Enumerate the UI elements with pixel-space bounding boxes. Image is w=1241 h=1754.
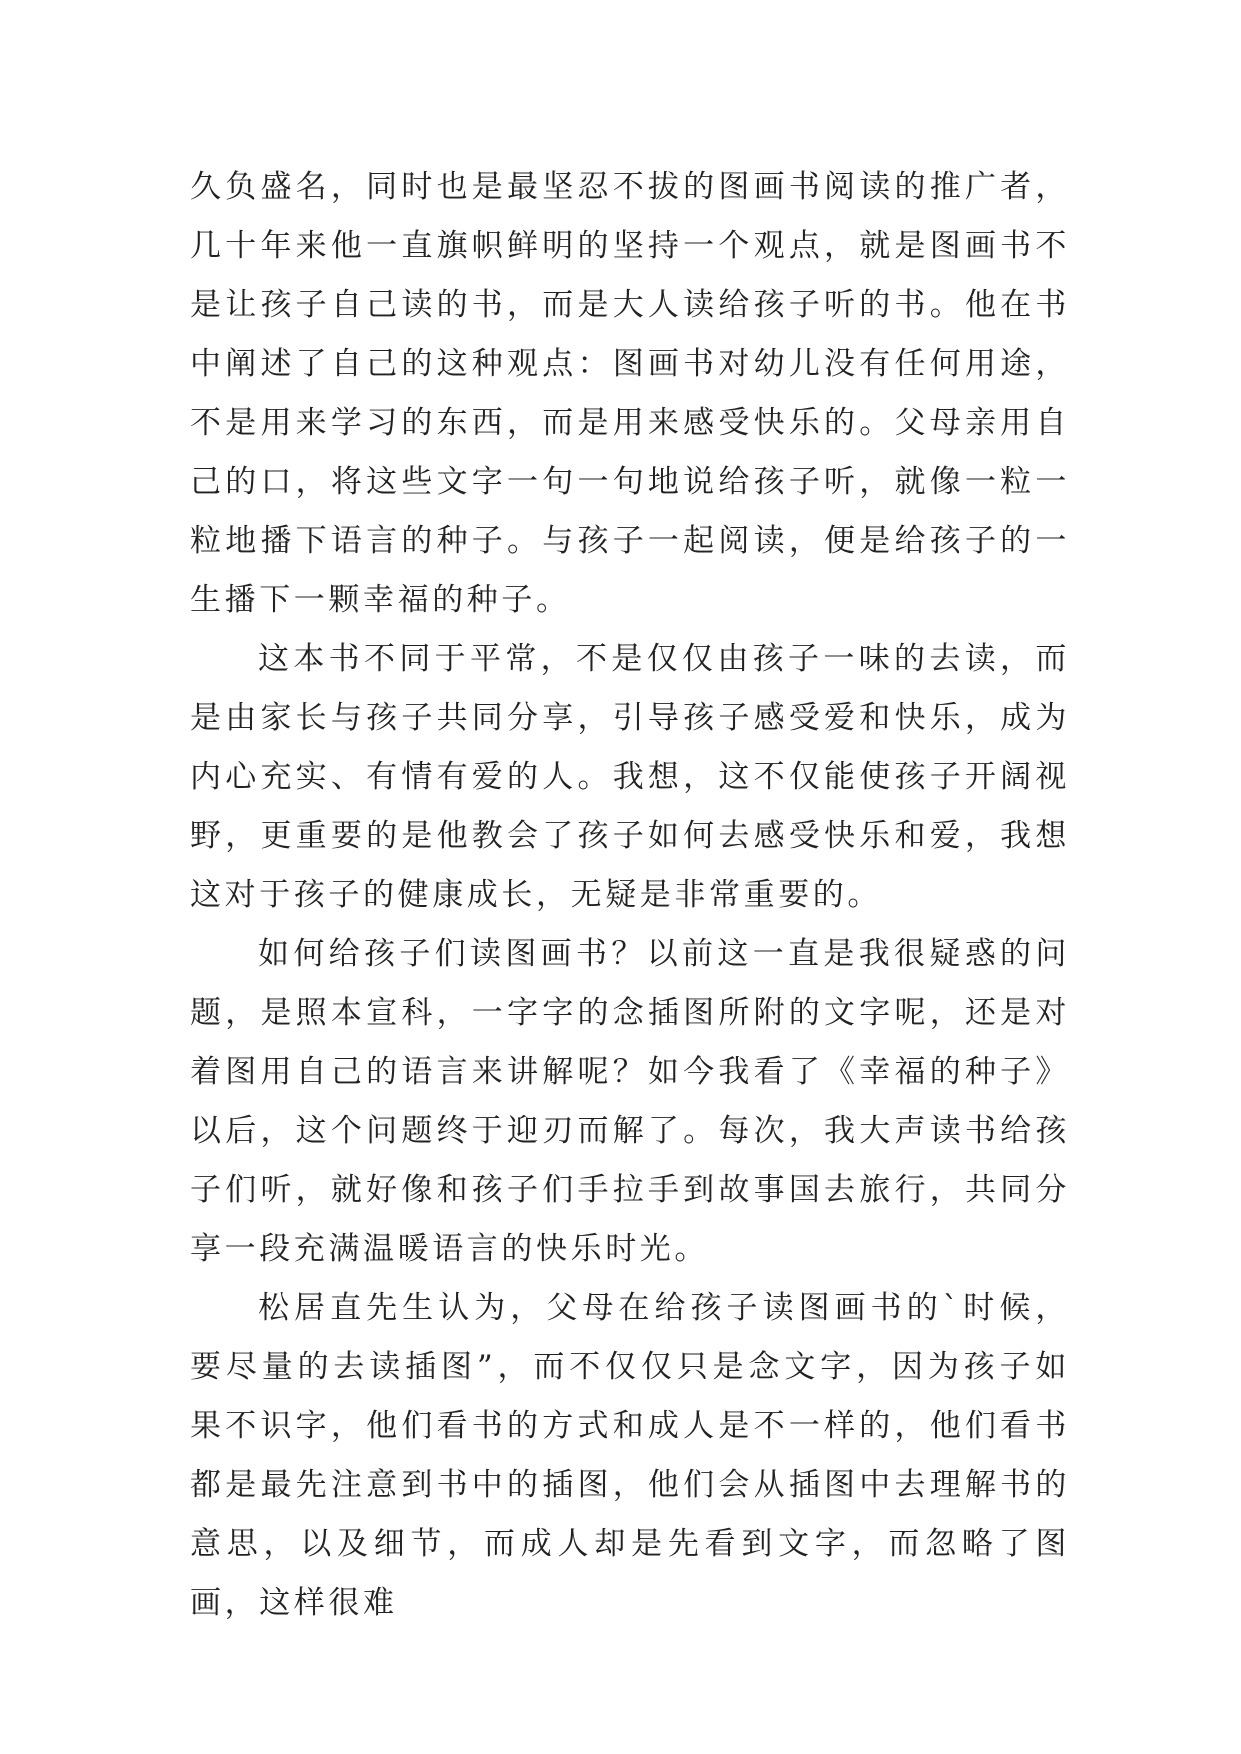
document-body — [190, 158, 1070, 1633]
paragraph-3: 如何给孩子们读图画书？以前这一直是我很疑惑的问题，是照本宣科，一字字的念插图所附的文字呢，还是对着图用自己的语言来讲解呢？如今我看了《幸福的种子》以后，这个问题终于迎刃而解了。每次，我大声读书给孩子们听，就好像和孩子们手拉手到故事国去旅行，共同分享一段充满温暖语言的快乐时光。 — [190, 936, 1070, 1267]
paragraph-2: 这本书不同于平常，不是仅仅由孩子一味的去读，而是由家长与孩子共同分享，引导孩子感受爱和快乐，成为内心充实、有情有爱的人。我想，这不仅能使孩子开阔视野，更重要的是他教会了孩子如何去感受快乐和爱，我想这对于孩子的健康成长，无疑是非常重要的。 — [190, 641, 1070, 913]
paragraph-1: 久负盛名，同时也是最坚忍不拔的图画书阅读的推广者，几十年来他一直旗帜鲜明的坚持一个观点，就是图画书不是让孩子自己读的书，而是大人读给孩子听的书。他在书中阐述了自己的这种观点：图画书对幼儿没有任何用途，不是用来学习的东西，而是用来感受快乐的。父母亲用自己的口，将这些文字一句一句地说给孩子听，就像一粒一粒地播下语言的种子。与孩子一起阅读，便是给孩子的一生播下一颗幸福的种子。 — [190, 169, 1070, 618]
paragraph-4: 松居直先生认为，父母在给孩子读图画书的`时候，要尽量的去读插图”，而不仅仅只是念文字，因为孩子如果不识字，他们看书的方式和成人是不一样的，他们看书都是最先注意到书中的插图，他们会从插图中去理解书的意思，以及细节，而成人却是先看到文字，而忽略了图画，这样很难 — [190, 1290, 1070, 1621]
